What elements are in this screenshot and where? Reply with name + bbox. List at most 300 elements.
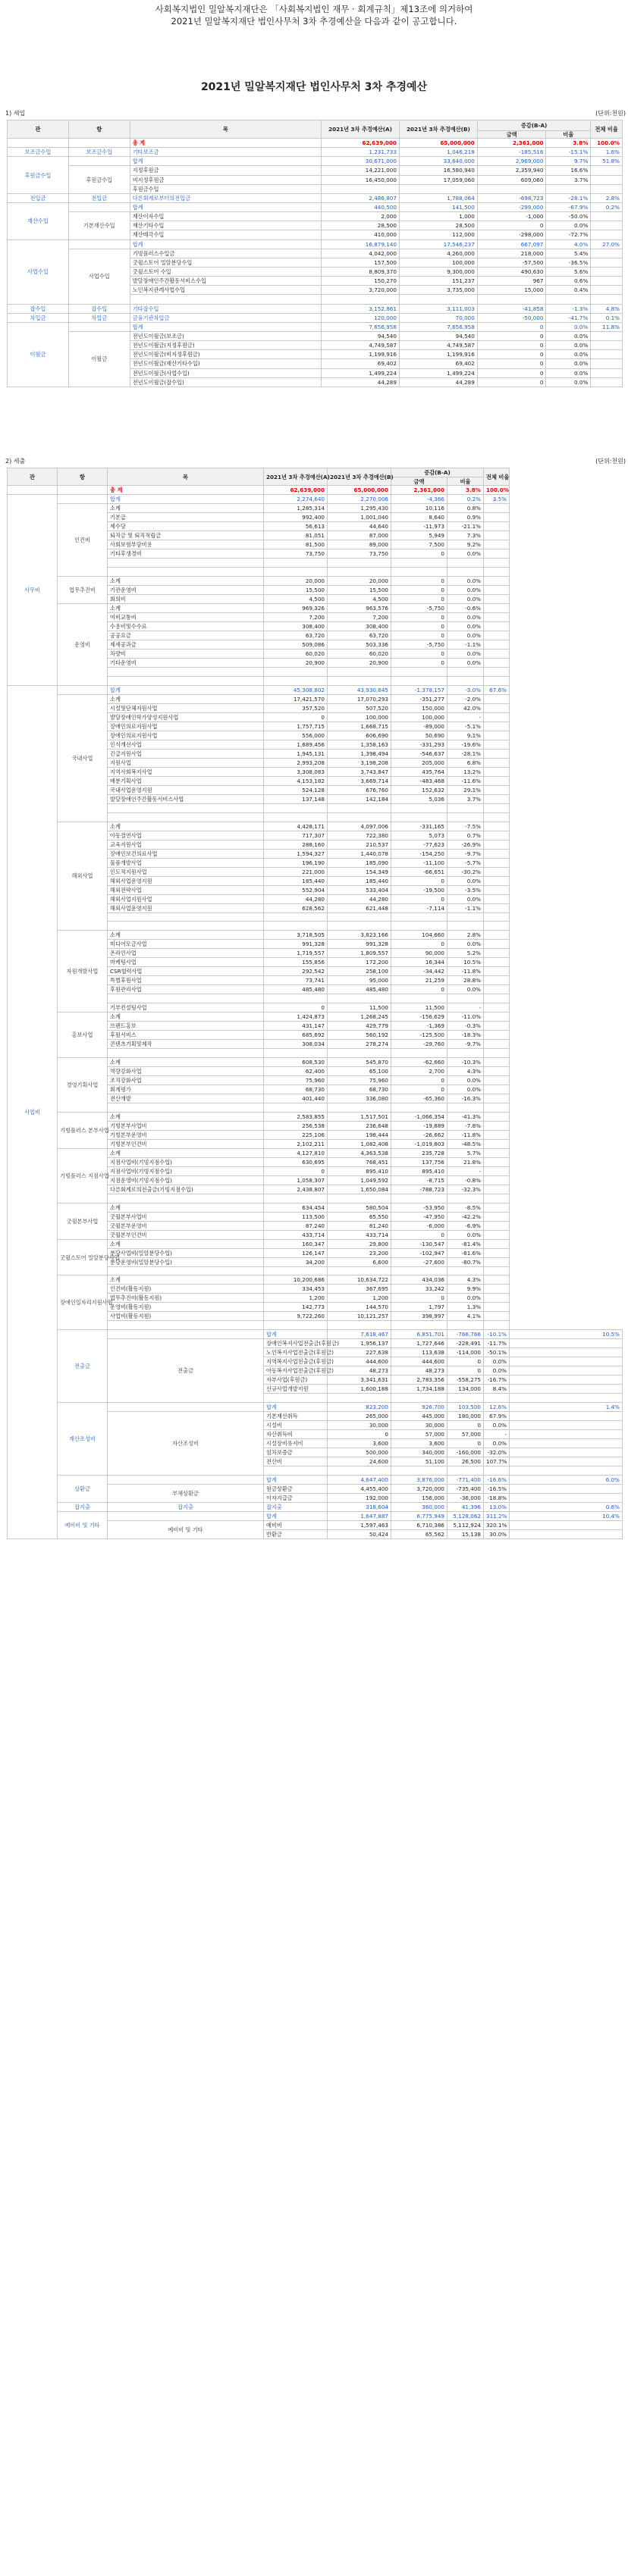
cell-b <box>328 922 391 931</box>
cell-a: 440,500 <box>322 202 400 211</box>
cell-share <box>484 1212 510 1221</box>
cell-mok: 기타잡수입 <box>130 304 321 313</box>
cell-b: 81,240 <box>328 1221 391 1230</box>
cell-share <box>591 377 623 387</box>
cell-share <box>484 1221 510 1230</box>
cell-diff: -65,360 <box>391 1094 447 1103</box>
cell-mok: 배분기획사업 <box>108 776 264 785</box>
cell-diff: 0 <box>477 359 546 368</box>
cell-diff: 0 <box>391 649 447 659</box>
cell-mok: 시설비 <box>264 1421 328 1430</box>
cell-diff: -7,114 <box>391 903 447 912</box>
cell-mok: 기타보조금 <box>130 148 321 157</box>
cell-diff: 134,000 <box>447 1385 484 1394</box>
cell-diff: 2,361,000 <box>477 139 546 148</box>
cell-a <box>264 922 328 931</box>
cell-b: 65,000,000 <box>328 486 391 495</box>
cell-share <box>484 577 510 586</box>
cell-ratio: 0.0% <box>447 1085 484 1094</box>
cell-ratio <box>447 803 484 812</box>
cell-mok: 장애인의료지원사업 <box>108 731 264 740</box>
cell-b: 507,520 <box>328 703 391 712</box>
cell-a: 10,200,686 <box>264 1275 328 1285</box>
cell-share <box>484 1285 510 1294</box>
cell-a <box>264 1049 328 1058</box>
cell-share <box>484 1148 510 1157</box>
cell-mok: 분당사업비(밀알분당수입) <box>108 1248 264 1257</box>
cell-ratio: -11.6% <box>447 776 484 785</box>
cell-hang: 잡지출 <box>108 1502 264 1511</box>
cell-hang <box>108 1475 264 1484</box>
cell-ratio: 0.0% <box>447 659 484 668</box>
header-total-ratio: 전체 비율 <box>591 121 623 139</box>
cell-diff: -351,277 <box>391 694 447 703</box>
cell-share <box>510 1457 623 1466</box>
cell-mok: 합계 <box>108 495 264 504</box>
cell-ratio: -8.5% <box>447 1203 484 1212</box>
cell-share <box>484 1275 510 1285</box>
cell-mok: 발달장애인주간활동서비스사업 <box>108 794 264 803</box>
cell-mok <box>108 568 264 577</box>
cell-ratio: 9.2% <box>447 540 484 549</box>
cell-ratio: -0.6% <box>447 604 484 613</box>
cell-b <box>391 1394 447 1403</box>
cell-a <box>264 803 328 812</box>
cell-b: 3,600 <box>391 1439 447 1448</box>
cell-b: 433,714 <box>328 1230 391 1239</box>
cell-b: 6,600 <box>328 1257 391 1266</box>
cell-a <box>264 812 328 822</box>
header-gwan: 관 <box>8 121 69 139</box>
header-diff: 증감(B-A) <box>391 468 484 477</box>
cell-b: 4,749,587 <box>399 341 477 350</box>
cell-share <box>484 903 510 912</box>
cell-mok: 원금상환금 <box>264 1484 328 1493</box>
cell-a: 8,809,370 <box>322 267 400 276</box>
cell-diff: -8,715 <box>391 1175 447 1185</box>
cell-a: 137,148 <box>264 794 328 803</box>
cell-a: 126,147 <box>264 1248 328 1257</box>
cell-mok <box>108 1266 264 1275</box>
cell-b: 236,648 <box>328 1121 391 1130</box>
cell-ratio: - <box>447 712 484 721</box>
cell-mok: 온라인사업 <box>108 949 264 958</box>
cell-mok: 전년도이월금(비지정후원금) <box>130 350 321 359</box>
cell-mok: 인식개선사업 <box>108 740 264 749</box>
cell-mok: 장애인보건의료사업 <box>108 849 264 858</box>
header-hang: 항 <box>58 468 108 486</box>
cell-a: 1,647,887 <box>328 1511 391 1520</box>
table-row <box>8 212 623 221</box>
cell-hang <box>58 486 108 495</box>
cell-a: 969,326 <box>264 604 328 613</box>
cell-share <box>591 184 623 193</box>
cell-diff: -4,366 <box>391 495 447 504</box>
cell-share <box>484 812 510 822</box>
cell-diff: 0 <box>391 1294 447 1303</box>
cell-diff: -771,400 <box>447 1475 484 1484</box>
cell-diff: 21,259 <box>391 976 447 985</box>
cell-b: 95,000 <box>328 976 391 985</box>
cell-share <box>484 1166 510 1175</box>
cell-mok: 해외사업운영지원 <box>108 903 264 912</box>
cell-a: 524,128 <box>264 785 328 794</box>
cell-share <box>484 831 510 840</box>
cell-b: 926,700 <box>391 1403 447 1412</box>
cell-hang: 인건비 <box>58 504 108 577</box>
cell-a: 1,199,916 <box>322 350 400 359</box>
cell-a: 16,450,000 <box>322 175 400 184</box>
cell-b: 1,809,557 <box>328 949 391 958</box>
cell-ratio: 0.0% <box>447 1294 484 1303</box>
cell-a: 0 <box>264 1003 328 1013</box>
cell-gwan: 전입금 <box>8 193 69 202</box>
cell-share <box>591 341 623 350</box>
cell-ratio: -28.1% <box>447 749 484 758</box>
cell-share <box>484 1157 510 1166</box>
cell-share <box>510 1493 623 1502</box>
cell-hang: 후원금수입 <box>68 166 130 193</box>
cell-diff <box>391 803 447 812</box>
cell-mok <box>108 994 264 1003</box>
cell-ratio: 0.0% <box>546 350 591 359</box>
cell-share <box>484 1057 510 1066</box>
header-amount: 금액 <box>477 131 546 139</box>
cell-ratio <box>447 568 484 577</box>
cell-mok: 소계 <box>108 1203 264 1212</box>
cell-ratio: 29.1% <box>447 785 484 794</box>
cell-diff: 2,361,000 <box>391 486 447 495</box>
cell-share <box>510 1484 623 1493</box>
cell-ratio <box>447 559 484 568</box>
cell-ratio <box>484 1394 510 1403</box>
cell-share <box>484 1031 510 1040</box>
cell-share <box>484 1321 510 1330</box>
cell-share <box>510 1348 623 1357</box>
cell-a: 256,538 <box>264 1121 328 1130</box>
cell-a: 628,562 <box>264 903 328 912</box>
cell-mok: 노인복지관례사업수입 <box>130 286 321 295</box>
cell-b: 17,070,293 <box>328 694 391 703</box>
cell-b: 100,000 <box>328 712 391 721</box>
cell-ratio: -3.5% <box>447 885 484 894</box>
cell-mok: 후원금수입 <box>130 184 321 193</box>
cell-mok: 노인복지사업전출금(후원금) <box>264 1348 328 1357</box>
cell-mok <box>108 668 264 677</box>
cell-a: 14,221,000 <box>322 166 400 175</box>
cell-share <box>484 1049 510 1058</box>
cell-ratio: 4.1% <box>447 1312 484 1321</box>
cell-a: 500,000 <box>328 1448 391 1457</box>
cell-b: 9,300,000 <box>399 267 477 276</box>
cell-hang: 해외사업 <box>58 822 108 931</box>
cell-mok: 굿윌스토어 수입 <box>130 267 321 276</box>
cell-mok: 특별후원사업 <box>108 976 264 985</box>
cell-ratio: 0.0% <box>447 940 484 949</box>
cell-mok: 해외전략사업 <box>108 885 264 894</box>
cell-hang: 보조금수입 <box>68 148 130 157</box>
cell-share <box>484 803 510 812</box>
cell-diff <box>391 912 447 922</box>
cell-share <box>510 1357 623 1366</box>
cell-ratio: 42.0% <box>447 703 484 712</box>
cell-mok <box>108 1049 264 1058</box>
cell-ratio: -11.7% <box>484 1339 510 1348</box>
cell-share <box>484 867 510 876</box>
cell-diff: 435,764 <box>391 767 447 776</box>
cell-gwan: 상환금 <box>58 1475 108 1502</box>
cell-ratio: - <box>447 1003 484 1013</box>
cell-share <box>484 1040 510 1049</box>
cell-a: 485,480 <box>264 985 328 994</box>
cell-share <box>591 230 623 239</box>
cell-b: 75,960 <box>328 1075 391 1085</box>
cell-ratio: 5.7% <box>447 1148 484 1157</box>
cell-diff <box>391 1049 447 1058</box>
cell-a: 2,102,211 <box>264 1139 328 1148</box>
cell-diff <box>477 184 546 193</box>
cell-diff: -5,750 <box>391 640 447 649</box>
cell-ratio: 0.2% <box>447 495 484 504</box>
cell-share <box>484 631 510 640</box>
cell-share: 11.8% <box>591 322 623 331</box>
cell-diff: -698,723 <box>477 193 546 202</box>
cell-mok: 마케팅사업 <box>108 958 264 967</box>
cell-share <box>484 894 510 903</box>
cell-b <box>328 1103 391 1112</box>
cell-diff <box>391 1321 447 1330</box>
cell-mok: 시설장비유지비 <box>264 1439 328 1448</box>
cell-a: 20,900 <box>264 659 328 668</box>
cell-share <box>484 703 510 712</box>
cell-mok: 발달장애인주간활동서비스수입 <box>130 277 321 286</box>
cell-mok: 합계 <box>264 1475 328 1484</box>
cell-b: 3,198,208 <box>328 758 391 767</box>
cell-b: 3,669,714 <box>328 776 391 785</box>
cell-share <box>484 1121 510 1130</box>
cell-b <box>328 1266 391 1275</box>
table-row <box>8 1148 623 1157</box>
cell-a: 1,719,557 <box>264 949 328 958</box>
cell-a: 68,730 <box>264 1085 328 1094</box>
cell-share <box>591 277 623 286</box>
cell-share <box>510 1430 623 1439</box>
cell-mok: 금융기관차입금 <box>130 313 321 322</box>
cell-mok: 기빙본부사업비 <box>108 1121 264 1130</box>
cell-mok: 조직강화사업 <box>108 1075 264 1085</box>
cell-b: 70,000 <box>399 313 477 322</box>
cell-diff: -19,889 <box>391 1121 447 1130</box>
cell-a: 1,285,314 <box>264 504 328 513</box>
cell-ratio: -11.8% <box>447 967 484 976</box>
cell-ratio: 0.0% <box>447 1075 484 1085</box>
cell-a <box>328 1394 391 1403</box>
cell-share <box>484 985 510 994</box>
cell-b: 2,270,006 <box>328 495 391 504</box>
cell-share <box>484 949 510 958</box>
cell-a: 73,750 <box>264 549 328 559</box>
cell-b: 1,001,040 <box>328 513 391 522</box>
cell-ratio: 0.0% <box>447 613 484 622</box>
cell-mok <box>108 812 264 822</box>
cell-ratio: 0.8% <box>447 504 484 513</box>
cell-ratio: 0.0% <box>447 622 484 631</box>
cell-mok: 재산기타수입 <box>130 221 321 230</box>
cell-diff: 137,756 <box>391 1157 447 1166</box>
cell-diff: 2,700 <box>391 1066 447 1075</box>
cell-diff: 0 <box>477 221 546 230</box>
cell-ratio: -19.6% <box>447 740 484 749</box>
cell-share <box>484 1185 510 1194</box>
cell-diff: -331,165 <box>391 822 447 831</box>
cell-b: 1,734,188 <box>391 1385 447 1394</box>
table-row <box>8 1330 623 1339</box>
cell-mok: 아동복지사업전출금(후원금) <box>264 1366 328 1376</box>
cell-gwan: 사업수입 <box>8 239 69 304</box>
cell-a: 62,639,000 <box>322 139 400 148</box>
cell-b: 185,440 <box>328 876 391 885</box>
cell-mok: 합계 <box>130 202 321 211</box>
cell-b: 20,000 <box>328 577 391 586</box>
cell-b: 69,402 <box>399 359 477 368</box>
section-revenue <box>0 109 628 387</box>
cell-b: 340,000 <box>391 1448 447 1457</box>
cell-share <box>510 1421 623 1430</box>
cell-diff: 33,242 <box>391 1285 447 1294</box>
cell-diff: -154,250 <box>391 849 447 858</box>
cell-ratio: 0.0% <box>447 631 484 640</box>
cell-ratio: -26.9% <box>447 840 484 849</box>
cell-mok: 자산취득비 <box>264 1430 328 1439</box>
cell-share: 2.8% <box>591 193 623 202</box>
cell-mok: 해외사업지원사업 <box>108 894 264 903</box>
cell-share <box>484 1130 510 1139</box>
cell-share <box>484 767 510 776</box>
cell-share <box>591 166 623 175</box>
cell-a: 28,500 <box>322 221 400 230</box>
header-diff: 증감(B-A) <box>477 121 590 131</box>
cell-a: 7,656,958 <box>322 322 400 331</box>
cell-ratio: 4.0% <box>546 239 591 249</box>
cell-b: 1,200 <box>328 1294 391 1303</box>
table-row <box>8 249 623 258</box>
table-row <box>8 313 623 322</box>
cell-mok: 전산비 <box>264 1457 328 1466</box>
cell-b: 1,517,501 <box>328 1112 391 1121</box>
cell-diff: -53,950 <box>391 1203 447 1212</box>
cell-a: 17,421,570 <box>264 694 328 703</box>
cell-ratio: 8.4% <box>484 1385 510 1394</box>
cell-a: 1,424,873 <box>264 1013 328 1022</box>
cell-share <box>591 212 623 221</box>
cell-share: 0.6% <box>510 1502 623 1511</box>
cell-b <box>399 295 477 304</box>
cell-a: 15,500 <box>264 586 328 595</box>
cell-share <box>510 1520 623 1529</box>
cell-ratio: 6.8% <box>447 758 484 767</box>
cell-share <box>484 840 510 849</box>
cell-ratio: 30.0% <box>484 1529 510 1538</box>
cell-share: 51.8% <box>591 157 623 166</box>
cell-ratio <box>484 1466 510 1476</box>
cell-share <box>510 1394 623 1403</box>
cell-ratio <box>447 912 484 922</box>
cell-a: 308,034 <box>264 1040 328 1049</box>
cell-ratio <box>447 994 484 1003</box>
cell-mok: 기본급 <box>108 513 264 522</box>
cell-mok: 지정후원금 <box>130 166 321 175</box>
cell-b: 185,090 <box>328 858 391 867</box>
cell-a: 75,960 <box>264 1075 328 1085</box>
cell-mok: 역량강화사업 <box>108 1066 264 1075</box>
cell-b: 3,735,000 <box>399 286 477 295</box>
cell-a: 685,692 <box>264 1031 328 1040</box>
cell-diff <box>477 295 546 304</box>
cell-hang: 전입금 <box>68 193 130 202</box>
cell-diff <box>391 1103 447 1112</box>
cell-diff: -114,000 <box>447 1348 484 1357</box>
cell-hang: 이월금 <box>68 331 130 387</box>
cell-ratio: 1.3% <box>447 1303 484 1312</box>
intro <box>0 0 628 27</box>
cell-ratio: 9.9% <box>447 1285 484 1294</box>
cell-mok: 임차보증금 <box>264 1448 328 1457</box>
cell-diff: -130,547 <box>391 1239 447 1248</box>
cell-a: 50,424 <box>328 1529 391 1538</box>
cell-diff: 0 <box>477 377 546 387</box>
cell-share <box>484 1203 510 1212</box>
cell-diff <box>391 559 447 568</box>
expenditure-table <box>7 468 623 1539</box>
cell-mok: 지원사업 <box>108 758 264 767</box>
cell-ratio: 0.6% <box>546 277 591 286</box>
cell-a: 192,000 <box>328 1493 391 1502</box>
cell-share <box>484 1303 510 1312</box>
cell-a: 2,583,855 <box>264 1112 328 1121</box>
cell-mok <box>108 912 264 922</box>
cell-gwan <box>8 486 58 495</box>
cell-a: 3,600 <box>328 1439 391 1448</box>
cell-b: 94,540 <box>399 331 477 340</box>
cell-mok: 굿윌스토어 밀알분당수입 <box>130 258 321 267</box>
cell-ratio: -10.1% <box>484 1330 510 1339</box>
cell-share <box>484 613 510 622</box>
cell-a: 60,020 <box>264 649 328 659</box>
cell-ratio: 0.0% <box>447 1230 484 1239</box>
header-gwan: 관 <box>8 468 58 486</box>
cell-b: 142,184 <box>328 794 391 803</box>
cell-mok: 인도적지원사업 <box>108 867 264 876</box>
cell-ratio: -5.7% <box>447 858 484 867</box>
cell-mok: 제수당 <box>108 522 264 531</box>
cell-mok: 기본재산취득 <box>264 1412 328 1421</box>
cell-mok <box>108 1321 264 1330</box>
cell-mok: 지역사회복지사업 <box>108 767 264 776</box>
cell-a: 160,347 <box>264 1239 328 1248</box>
cell-hang: 국내사업 <box>58 694 108 822</box>
cell-ratio: 0.0% <box>484 1421 510 1430</box>
cell-mok: CSR협력사업 <box>108 967 264 976</box>
cell-a: 410,000 <box>322 230 400 239</box>
cell-b: 1,398,494 <box>328 749 391 758</box>
cell-share <box>484 1194 510 1203</box>
cell-a: 431,147 <box>264 1022 328 1031</box>
cell-hang: 사업수입 <box>68 249 130 304</box>
cell-a: 7,618,467 <box>328 1330 391 1339</box>
cell-mok: 소계 <box>108 931 264 940</box>
cell-b: 485,480 <box>328 985 391 994</box>
cell-diff: 0 <box>391 577 447 586</box>
